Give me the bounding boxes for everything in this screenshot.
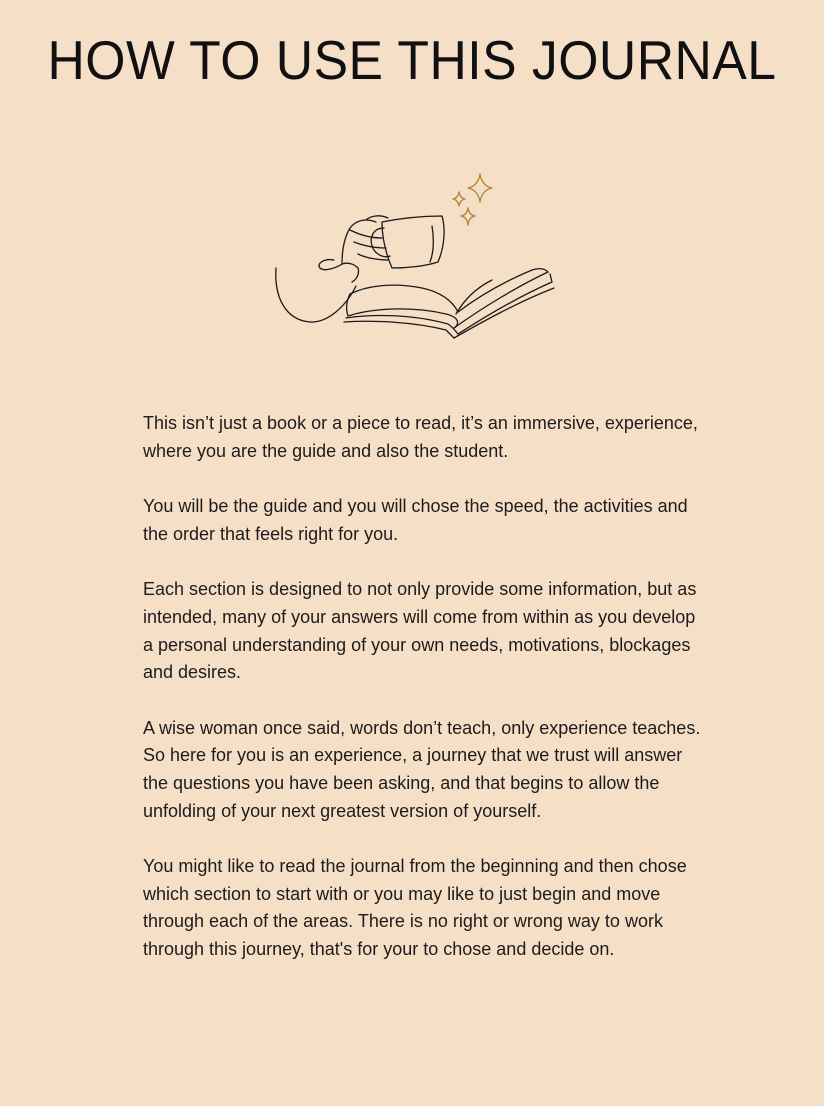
paragraph-experience: A wise woman once said, words don’t teach, only experience teaches. So here for you is an experience, a journey that we trust will answer the questions you have been asking, and that begins to allow the unfolding of your next greatest version of yourself.	[143, 717, 701, 821]
paragraph-sections: Each section is designed to not only provide some information, but as intended, many of your answers will come from within as you develop a personal understanding of your own needs, motivations, blockages and desires.	[143, 579, 697, 683]
page-title: HOW TO USE THIS JOURNAL	[47, 29, 777, 91]
body-text	[143, 410, 703, 992]
paragraph-guide: You will be the guide and you will chose the speed, the activities and the order that feels right for you.	[143, 496, 688, 544]
paragraph-intro: This isn’t just a book or a piece to read, it’s an immersive, experience, where you are the guide and also the student.	[143, 413, 698, 461]
paragraph-how-to-read: You might like to read the journal from the beginning and then chose which section to start with or you may like to just begin and move through each of the areas. There is no right or wrong way to work through this journey, that's for your to chose and decide on.	[143, 856, 687, 959]
hand-holding-cup-over-open-book-icon	[262, 168, 562, 348]
sparkle-icon	[453, 174, 492, 225]
